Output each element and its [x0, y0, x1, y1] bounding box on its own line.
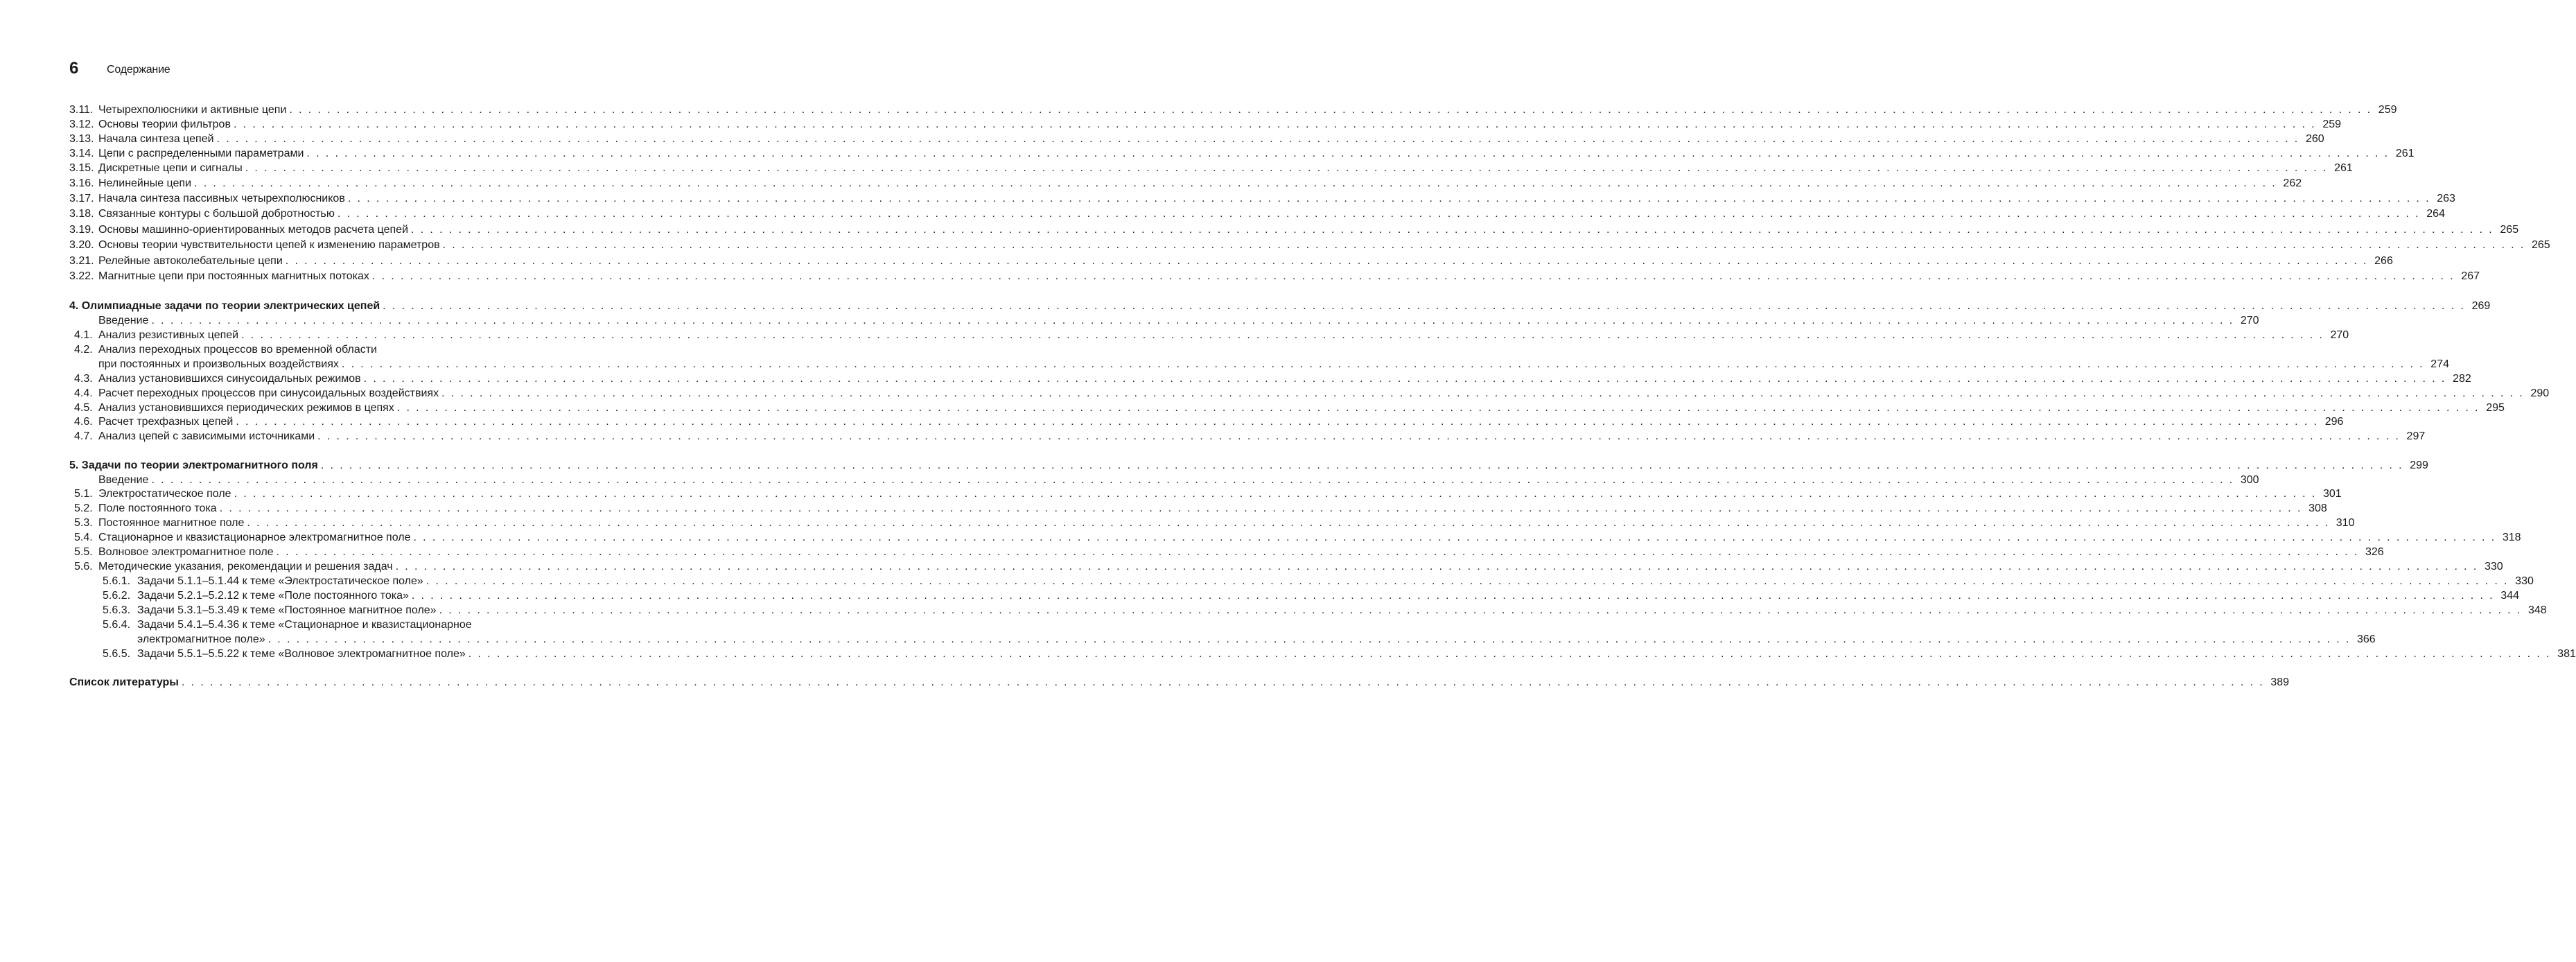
- toc-entry-number: 4.5.: [74, 402, 93, 414]
- toc-entry-title: Стационарное и квазистационарное электромагнитное поле: [98, 532, 411, 543]
- dot-leader: . . . . . . . . . . . . . . . . . . . . . . . . . . . . . . . . . . . . . . . . . . . . . . . . . . . . . . . . . . . . . . . . . . . . . . . . . . . . . . . . . . . . . . . . . . . . . . . . . . . . . . . . . . . . . . . . . . . . . . . . . . . . . . . . . . . . . . . . . . . . . . . . . . . . . . . . . . . . . . . . . . . . . . . . . . . . . . . . . . . . . . . . . . . . . . . . . . . . . . . . . . . . . . . . . . . . . . . . . . . .: [181, 676, 2265, 688]
- dot-leader: . . . . . . . . . . . . . . . . . . . . . . . . . . . . . . . . . . . . . . . . . . . . . . . . . . . . . . . . . . . . . . . . . . . . . . . . . . . . . . . . . . . . . . . . . . . . . . . . . . . . . . . . . . . . . . . . . . . . . . . . . . . . . . . . . . . . . . . . . . . . . . . . . . . . . . . . . . . . . . . . . . . . . . . . . . . . . . . . . . . . . . . . . . . . . . . . . . . . . . . . . . . . . . . . . . . . . . . . . . . .: [363, 373, 2446, 385]
- dot-leader: . . . . . . . . . . . . . . . . . . . . . . . . . . . . . . . . . . . . . . . . . . . . . . . . . . . . . . . . . . . . . . . . . . . . . . . . . . . . . . . . . . . . . . . . . . . . . . . . . . . . . . . . . . . . . . . . . . . . . . . . . . . . . . . . . . . . . . . . . . . . . . . . . . . . . . . . . . . . . . . . . . . . . . . . . . . . . . . . . . . . . . . . . . . . . . . . . . . . . . . . . . . . . . . . . . . . . . . . . . . .: [233, 119, 2317, 130]
- toc-entry-title: 4. Олимпиадные задачи по теории электрических цепей: [69, 300, 380, 312]
- toc-entry: [69, 238, 2550, 252]
- dot-leader: . . . . . . . . . . . . . . . . . . . . . . . . . . . . . . . . . . . . . . . . . . . . . . . . . . . . . . . . . . . . . . . . . . . . . . . . . . . . . . . . . . . . . . . . . . . . . . . . . . . . . . . . . . . . . . . . . . . . . . . . . . . . . . . . . . . . . . . . . . . . . . . . . . . . . . . . . . . . . . . . . . . . . . . . . . . . . . . . . . . . . . . . . . . . . . . . . . . . . . . . . . . . . . . . . . . . . . . . . . . .: [234, 488, 2317, 500]
- toc-entry-number: 3.19.: [69, 224, 94, 236]
- dot-leader: . . . . . . . . . . . . . . . . . . . . . . . . . . . . . . . . . . . . . . . . . . . . . . . . . . . . . . . . . . . . . . . . . . . . . . . . . . . . . . . . . . . . . . . . . . . . . . . . . . . . . . . . . . . . . . . . . . . . . . . . . . . . . . . . . . . . . . . . . . . . . . . . . . . . . . . . . . . . . . . . . . . . . . . . . . . . . . . . . . . . . . . . . . . . . . . . . . . . . . . . . . . . . . . . . . . . . . . . . . . .: [194, 177, 2277, 189]
- dot-leader: . . . . . . . . . . . . . . . . . . . . . . . . . . . . . . . . . . . . . . . . . . . . . . . . . . . . . . . . . . . . . . . . . . . . . . . . . . . . . . . . . . . . . . . . . . . . . . . . . . . . . . . . . . . . . . . . . . . . . . . . . . . . . . . . . . . . . . . . . . . . . . . . . . . . . . . . . . . . . . . . . . . . . . . . . . . . . . . . . . . . . . . . . . . . . . . . . . . . . . . . . . . . . . . . . . . . . . . . . . . .: [276, 546, 2359, 558]
- toc-entry-number: 3.18.: [69, 208, 94, 220]
- toc-entry-title: Нелинейные цепи: [98, 177, 192, 189]
- toc-entry-page: 270: [2330, 329, 2349, 341]
- toc-entry-title: Релейные автоколебательные цепи: [98, 255, 283, 267]
- dot-leader: . . . . . . . . . . . . . . . . . . . . . . . . . . . . . . . . . . . . . . . . . . . . . . . . . . . . . . . . . . . . . . . . . . . . . . . . . . . . . . . . . . . . . . . . . . . . . . . . . . . . . . . . . . . . . . . . . . . . . . . . . . . . . . . . . . . . . . . . . . . . . . . . . . . . . . . . . . . . . . . . . . . . . . . . . . . . . . . . . . . . . . . . . . . . . . . . . . . . . . . . . . . . . . . . . . . . . . . . . . . .: [396, 402, 2480, 414]
- dot-leader: . . . . . . . . . . . . . . . . . . . . . . . . . . . . . . . . . . . . . . . . . . . . . . . . . . . . . . . . . . . . . . . . . . . . . . . . . . . . . . . . . . . . . . . . . . . . . . . . . . . . . . . . . . . . . . . . . . . . . . . . . . . . . . . . . . . . . . . . . . . . . . . . . . . . . . . . . . . . . . . . . . . . . . . . . . . . . . . . . . . . . . . . . . . . . . . . . . . . . . . . . . . . . . . . . . . . . . . . . . . .: [413, 532, 2496, 543]
- toc-entry: [69, 176, 2302, 191]
- toc-entry-title: 5. Задачи по теории электромагнитного поля: [69, 460, 318, 471]
- toc-entry-page: 259: [2378, 104, 2397, 116]
- dot-leader: . . . . . . . . . . . . . . . . . . . . . . . . . . . . . . . . . . . . . . . . . . . . . . . . . . . . . . . . . . . . . . . . . . . . . . . . . . . . . . . . . . . . . . . . . . . . . . . . . . . . . . . . . . . . . . . . . . . . . . . . . . . . . . . . . . . . . . . . . . . . . . . . . . . . . . . . . . . . . . . . . . . . . . . . . . . . . . . . . . . . . . . . . . . . . . . . . . . . . . . . . . . . . . . . . . . . . . . . . . . .: [289, 104, 2372, 116]
- toc-entry: [69, 146, 2415, 161]
- toc-entry-title: Задачи 5.5.1–5.5.22 к теме «Волновое электромагнитное поле»: [137, 648, 466, 660]
- toc-entry-title: Анализ установившихся синусоидальных режимов: [98, 373, 361, 385]
- toc-entry: [69, 207, 2445, 221]
- toc-entry-number: 5.6.: [74, 561, 93, 572]
- toc-entry-number: 3.20.: [69, 239, 94, 251]
- toc-entry: [69, 191, 2455, 206]
- page-number: 6: [69, 59, 79, 78]
- toc-entry-title: Поле постоянного тока: [98, 502, 217, 514]
- toc-entry-page: 299: [2410, 460, 2428, 471]
- toc-entry: [69, 618, 604, 632]
- dot-leader: . . . . . . . . . . . . . . . . . . . . . . . . . . . . . . . . . . . . . . . . . . . . . . . . . . . . . . . . . . . . . . . . . . . . . . . . . . . . . . . . . . . . . . . . . . . . . . . . . . . . . . . . . . . . . . . . . . . . . . . . . . . . . . . . . . . . . . . . . . . . . . . . . . . . . . . . . . . . . . . . . . . . . . . . . . . . . . . . . . . . . . . . . . . . . . . . . . . . . . . . . . . . . . . . . . . . . . . . . . . .: [247, 517, 2330, 529]
- toc-entry: [69, 516, 2355, 530]
- toc-entry: [69, 530, 2521, 545]
- toc-entry-title: Задачи 5.3.1–5.3.49 к теме «Постоянное магнитное поле»: [137, 604, 437, 616]
- toc-entry-page: 262: [2283, 177, 2302, 189]
- toc-entry-title: Задачи 5.4.1–5.4.36 к теме «Стационарное и квазистационарное: [137, 619, 472, 631]
- toc-entry-number: 5.6.3.: [103, 604, 131, 616]
- toc-entry-page: 290: [2530, 387, 2550, 399]
- toc-entry: [69, 132, 2324, 146]
- toc-entry-number: 3.21.: [69, 255, 94, 267]
- toc-entry: [69, 269, 2480, 283]
- toc-entry-page: 300: [2240, 474, 2259, 486]
- toc-entry-title: Связанные контуры с большой добротностью: [98, 208, 335, 220]
- toc-entry: [69, 574, 2534, 588]
- toc-entry-number: 5.6.2.: [103, 590, 131, 602]
- toc-entry-number: 4.3.: [74, 373, 93, 385]
- toc-entry-title: Анализ переходных процессов во временной области: [98, 344, 377, 356]
- toc-entry-page: 366: [2357, 633, 2376, 645]
- toc-entry-page: 270: [2240, 315, 2259, 326]
- toc-entry-title: при постоянных и произвольных воздействиях: [98, 358, 339, 370]
- dot-leader: . . . . . . . . . . . . . . . . . . . . . . . . . . . . . . . . . . . . . . . . . . . . . . . . . . . . . . . . . . . . . . . . . . . . . . . . . . . . . . . . . . . . . . . . . . . . . . . . . . . . . . . . . . . . . . . . . . . . . . . . . . . . . . . . . . . . . . . . . . . . . . . . . . . . . . . . . . . . . . . . . . . . . . . . . . . . . . . . . . . . . . . . . . . . . . . . . . . . . . . . . . . . . . . . . . . . . . . . . . . .: [395, 561, 2478, 572]
- toc-entry: [69, 313, 2259, 328]
- dot-leader: . . . . . . . . . . . . . . . . . . . . . . . . . . . . . . . . . . . . . . . . . . . . . . . . . . . . . . . . . . . . . . . . . . . . . . . . . . . . . . . . . . . . . . . . . . . . . . . . . . . . . . . . . . . . . . . . . . . . . . . . . . . . . . . . . . . . . . . . . . . . . . . . . . . . . . . . . . . . . . . . . . . . . . . . . . . . . . . . . . . . . . . . . . . . . . . . . . . . . . . . . . . . . . . . . . . . . . . . . . . .: [245, 162, 2328, 174]
- dot-leader: . . . . . . . . . . . . . . . . . . . . . . . . . . . . . . . . . . . . . . . . . . . . . . . . . . . . . . . . . . . . . . . . . . . . . . . . . . . . . . . . . . . . . . . . . . . . . . . . . . . . . . . . . . . . . . . . . . . . . . . . . . . . . . . . . . . . . . . . . . . . . . . . . . . . . . . . . . . . . . . . . . . . . . . . . . . . . . . . . . . . . . . . . . . . . . . . . . . . . . . . . . . . . . . . . . . . . . . . . . . .: [371, 270, 2455, 282]
- toc-entry-page: 301: [2322, 488, 2342, 500]
- toc-entry-number: 5.1.: [74, 488, 93, 500]
- toc-entry-title: Методические указания, рекомендации и решения задач: [98, 561, 393, 572]
- toc-entry: [69, 386, 2550, 401]
- toc-entry: [69, 559, 2503, 574]
- toc-entry-page: 263: [2437, 193, 2455, 204]
- toc-entry-page: 344: [2500, 590, 2519, 602]
- dot-leader: . . . . . . . . . . . . . . . . . . . . . . . . . . . . . . . . . . . . . . . . . . . . . . . . . . . . . . . . . . . . . . . . . . . . . . . . . . . . . . . . . . . . . . . . . . . . . . . . . . . . . . . . . . . . . . . . . . . . . . . . . . . . . . . . . . . . . . . . . . . . . . . . . . . . . . . . . . . . . . . . . . . . . . . . . . . . . . . . . . . . . . . . . . . . . . . . . . . . . . . . . . . . . . . . . . . . . . . . . . . .: [151, 474, 2234, 486]
- toc-entry: [69, 675, 2290, 690]
- toc-entry: [69, 487, 2342, 501]
- toc-entry-page: 326: [2365, 546, 2384, 558]
- toc-entry-title: электромагнитное поле»: [137, 633, 265, 645]
- toc-entry-page: 296: [2324, 416, 2344, 428]
- toc-entry-page: 260: [2305, 133, 2324, 145]
- toc-entry-number: 3.17.: [69, 193, 94, 204]
- toc-entry-number: 3.22.: [69, 270, 94, 282]
- toc-entry-page: 310: [2336, 517, 2355, 529]
- dot-leader: . . . . . . . . . . . . . . . . . . . . . . . . . . . . . . . . . . . . . . . . . . . . . . . . . . . . . . . . . . . . . . . . . . . . . . . . . . . . . . . . . . . . . . . . . . . . . . . . . . . . . . . . . . . . . . . . . . . . . . . . . . . . . . . . . . . . . . . . . . . . . . . . . . . . . . . . . . . . . . . . . . . . . . . . . . . . . . . . . . . . . . . . . . . . . . . . . . . . . . . . . . . . . . . . . . . . . . . . . . . .: [216, 133, 2299, 145]
- toc-entry-page: 266: [2374, 255, 2393, 267]
- dot-leader: . . . . . . . . . . . . . . . . . . . . . . . . . . . . . . . . . . . . . . . . . . . . . . . . . . . . . . . . . . . . . . . . . . . . . . . . . . . . . . . . . . . . . . . . . . . . . . . . . . . . . . . . . . . . . . . . . . . . . . . . . . . . . . . . . . . . . . . . . . . . . . . . . . . . . . . . . . . . . . . . . . . . . . . . . . . . . . . . . . . . . . . . . . . . . . . . . . . . . . . . . . . . . . . . . . . . . . . . . . . .: [337, 208, 2420, 220]
- toc-entry-title: Электростатическое поле: [98, 488, 231, 500]
- toc-entry: [69, 458, 2428, 473]
- dot-leader: . . . . . . . . . . . . . . . . . . . . . . . . . . . . . . . . . . . . . . . . . . . . . . . . . . . . . . . . . . . . . . . . . . . . . . . . . . . . . . . . . . . . . . . . . . . . . . . . . . . . . . . . . . . . . . . . . . . . . . . . . . . . . . . . . . . . . . . . . . . . . . . . . . . . . . . . . . . . . . . . . . . . . . . . . . . . . . . . . . . . . . . . . . . . . . . . . . . . . . . . . . . . . . . . . . . . . . . . . . . .: [236, 416, 2319, 428]
- dot-leader: . . . . . . . . . . . . . . . . . . . . . . . . . . . . . . . . . . . . . . . . . . . . . . . . . . . . . . . . . . . . . . . . . . . . . . . . . . . . . . . . . . . . . . . . . . . . . . . . . . . . . . . . . . . . . . . . . . . . . . . . . . . . . . . . . . . . . . . . . . . . . . . . . . . . . . . . . . . . . . . . . . . . . . . . . . . . . . . . . . . . . . . . . . . . . . . . . . . . . . . . . . . . . . . . . . . . . . . . . . . .: [317, 430, 2401, 442]
- toc-entry-page: 297: [2406, 430, 2426, 442]
- toc-entry-title: Основы машинно-ориентированных методов расчета цепей: [98, 224, 408, 236]
- dot-leader: . . . . . . . . . . . . . . . . . . . . . . . . . . . . . . . . . . . . . . . . . . . . . . . . . . . . . . . . . . . . . . . . . . . . . . . . . . . . . . . . . . . . . . . . . . . . . . . . . . . . . . . . . . . . . . . . . . . . . . . . . . . . . . . . . . . . . . . . . . . . . . . . . . . . . . . . . . . . . . . . . . . . . . . . . . . . . . . . . . . . . . . . . . . . . . . . . . . . . . . . . . . . . . . . . . . . . . . . . . . .: [411, 590, 2494, 602]
- toc-entry: [69, 647, 2576, 661]
- toc-entry-page: 261: [2395, 148, 2415, 159]
- toc-entry-title: Дискретные цепи и сигналы: [98, 162, 243, 174]
- toc-entry-title: Четырехполюсники и активные цепи: [98, 104, 287, 116]
- toc-entry-number: 5.6.1.: [103, 575, 131, 587]
- toc-entry-page: 295: [2486, 402, 2505, 414]
- toc-entry: [69, 371, 2471, 386]
- toc-entry-title: Задачи 5.1.1–5.1.44 к теме «Электростатическое поле»: [137, 575, 423, 587]
- toc-entry: [69, 401, 2505, 415]
- dot-leader: . . . . . . . . . . . . . . . . . . . . . . . . . . . . . . . . . . . . . . . . . . . . . . . . . . . . . . . . . . . . . . . . . . . . . . . . . . . . . . . . . . . . . . . . . . . . . . . . . . . . . . . . . . . . . . . . . . . . . . . . . . . . . . . . . . . . . . . . . . . . . . . . . . . . . . . . . . . . . . . . . . . . . . . . . . . . . . . . . . . . . . . . . . . . . . . . . . . . . . . . . . . . . . . . . . . . . . . . . . . .: [383, 300, 2466, 312]
- toc-entry-number: 5.6.5.: [103, 648, 131, 660]
- toc-entry: [69, 545, 2384, 559]
- toc-entry-title: Начала синтеза пассивных четырехполюсников: [98, 193, 345, 204]
- toc-entry-title: Волновое электромагнитное поле: [98, 546, 274, 558]
- toc-entry-page: 274: [2430, 358, 2449, 370]
- toc-entry: [69, 588, 2519, 603]
- toc-entry-page: 330: [2515, 575, 2534, 587]
- running-title: Содержание: [107, 64, 170, 76]
- toc-entry-number: 4.1.: [74, 329, 93, 341]
- dot-leader: . . . . . . . . . . . . . . . . . . . . . . . . . . . . . . . . . . . . . . . . . . . . . . . . . . . . . . . . . . . . . . . . . . . . . . . . . . . . . . . . . . . . . . . . . . . . . . . . . . . . . . . . . . . . . . . . . . . . . . . . . . . . . . . . . . . . . . . . . . . . . . . . . . . . . . . . . . . . . . . . . . . . . . . . . . . . . . . . . . . . . . . . . . . . . . . . . . . . . . . . . . . . . . . . . . . . . . . . . . . .: [426, 575, 2509, 587]
- toc-entry-page: 381: [2557, 648, 2576, 660]
- dot-leader: . . . . . . . . . . . . . . . . . . . . . . . . . . . . . . . . . . . . . . . . . . . . . . . . . . . . . . . . . . . . . . . . . . . . . . . . . . . . . . . . . . . . . . . . . . . . . . . . . . . . . . . . . . . . . . . . . . . . . . . . . . . . . . . . . . . . . . . . . . . . . . . . . . . . . . . . . . . . . . . . . . . . . . . . . . . . . . . . . . . . . . . . . . . . . . . . . . . . . . . . . . . . . . . . . . . . . . . . . . . .: [439, 604, 2522, 616]
- dot-leader: . . . . . . . . . . . . . . . . . . . . . . . . . . . . . . . . . . . . . . . . . . . . . . . . . . . . . . . . . . . . . . . . . . . . . . . . . . . . . . . . . . . . . . . . . . . . . . . . . . . . . . . . . . . . . . . . . . . . . . . . . . . . . . . . . . . . . . . . . . . . . . . . . . . . . . . . . . . . . . . . . . . . . . . . . . . . . . . . . . . . . . . . . . . . . . . . . . . . . . . . . . . . . . . . . . . . . . . . . . . .: [468, 648, 2551, 660]
- toc-entry: [69, 414, 2344, 429]
- toc-entry-page: 269: [2471, 300, 2491, 312]
- toc-entry: [69, 632, 2376, 647]
- dot-leader: . . . . . . . . . . . . . . . . . . . . . . . . . . . . . . . . . . . . . . . . . . . . . . . . . . . . . . . . . . . . . . . . . . . . . . . . . . . . . . . . . . . . . . . . . . . . . . . . . . . . . . . . . . . . . . . . . . . . . . . . . . . . . . . . . . . . . . . . . . . . . . . . . . . . . . . . . . . . . . . . . . . . . . . . . . . . . . . . . . . . . . . . . . . . . . . . . . . . . . . . . . . . . . . . . . . . . . . . . . . .: [341, 358, 2424, 370]
- toc-entry-page: 308: [2308, 502, 2327, 514]
- toc-entry-number: 3.15.: [69, 162, 94, 174]
- toc-entry-number: 5.4.: [74, 532, 93, 543]
- toc-entry-page: 259: [2322, 119, 2342, 130]
- toc-entry-title: Цепи с распределенными параметрами: [98, 148, 304, 159]
- toc-entry: [69, 603, 2547, 618]
- dot-leader: . . . . . . . . . . . . . . . . . . . . . . . . . . . . . . . . . . . . . . . . . . . . . . . . . . . . . . . . . . . . . . . . . . . . . . . . . . . . . . . . . . . . . . . . . . . . . . . . . . . . . . . . . . . . . . . . . . . . . . . . . . . . . . . . . . . . . . . . . . . . . . . . . . . . . . . . . . . . . . . . . . . . . . . . . . . . . . . . . . . . . . . . . . . . . . . . . . . . . . . . . . . . . . . . . . . . . . . . . . . .: [411, 224, 2494, 236]
- dot-leader: . . . . . . . . . . . . . . . . . . . . . . . . . . . . . . . . . . . . . . . . . . . . . . . . . . . . . . . . . . . . . . . . . . . . . . . . . . . . . . . . . . . . . . . . . . . . . . . . . . . . . . . . . . . . . . . . . . . . . . . . . . . . . . . . . . . . . . . . . . . . . . . . . . . . . . . . . . . . . . . . . . . . . . . . . . . . . . . . . . . . . . . . . . . . . . . . . . . . . . . . . . . . . . . . . . . . . . . . . . . .: [219, 502, 2302, 514]
- toc-entry-title: Введение: [98, 315, 149, 326]
- toc-entry-number: 5.5.: [74, 546, 93, 558]
- toc-entry-page: 282: [2453, 373, 2471, 385]
- dot-leader: . . . . . . . . . . . . . . . . . . . . . . . . . . . . . . . . . . . . . . . . . . . . . . . . . . . . . . . . . . . . . . . . . . . . . . . . . . . . . . . . . . . . . . . . . . . . . . . . . . . . . . . . . . . . . . . . . . . . . . . . . . . . . . . . . . . . . . . . . . . . . . . . . . . . . . . . . . . . . . . . . . . . . . . . . . . . . . . . . . . . . . . . . . . . . . . . . . . . . . . . . . . . . . . . . . . . . . . . . . . .: [268, 633, 2351, 645]
- toc-entry-number: 3.13.: [69, 133, 94, 145]
- toc-entry-title: Задачи 5.2.1–5.2.12 к теме «Поле постоянного тока»: [137, 590, 409, 602]
- toc-entry: [69, 161, 2353, 175]
- toc-entry-number: 5.3.: [74, 517, 93, 529]
- dot-leader: . . . . . . . . . . . . . . . . . . . . . . . . . . . . . . . . . . . . . . . . . . . . . . . . . . . . . . . . . . . . . . . . . . . . . . . . . . . . . . . . . . . . . . . . . . . . . . . . . . . . . . . . . . . . . . . . . . . . . . . . . . . . . . . . . . . . . . . . . . . . . . . . . . . . . . . . . . . . . . . . . . . . . . . . . . . . . . . . . . . . . . . . . . . . . . . . . . . . . . . . . . . . . . . . . . . . . . . . . . . .: [241, 329, 2324, 341]
- dot-leader: . . . . . . . . . . . . . . . . . . . . . . . . . . . . . . . . . . . . . . . . . . . . . . . . . . . . . . . . . . . . . . . . . . . . . . . . . . . . . . . . . . . . . . . . . . . . . . . . . . . . . . . . . . . . . . . . . . . . . . . . . . . . . . . . . . . . . . . . . . . . . . . . . . . . . . . . . . . . . . . . . . . . . . . . . . . . . . . . . . . . . . . . . . . . . . . . . . . . . . . . . . . . . . . . . . . . . . . . . . . .: [347, 193, 2430, 204]
- toc-entry-number: 5.6.4.: [103, 619, 131, 631]
- toc-entry-number: 4.4.: [74, 387, 93, 399]
- toc-entry: [69, 342, 604, 357]
- toc-entry-title: Расчет переходных процессов при синусоидальных воздействиях: [98, 387, 439, 399]
- toc-entry: [69, 103, 2397, 117]
- dot-leader: . . . . . . . . . . . . . . . . . . . . . . . . . . . . . . . . . . . . . . . . . . . . . . . . . . . . . . . . . . . . . . . . . . . . . . . . . . . . . . . . . . . . . . . . . . . . . . . . . . . . . . . . . . . . . . . . . . . . . . . . . . . . . . . . . . . . . . . . . . . . . . . . . . . . . . . . . . . . . . . . . . . . . . . . . . . . . . . . . . . . . . . . . . . . . . . . . . . . . . . . . . . . . . . . . . . . . . . . . . . .: [285, 255, 2368, 267]
- toc-entry: [69, 357, 2449, 371]
- toc-entry-page: 318: [2502, 532, 2521, 543]
- toc-entry-title: Введение: [98, 474, 149, 486]
- toc-entry-number: 3.12.: [69, 119, 94, 130]
- toc-entry-page: 261: [2334, 162, 2353, 174]
- toc-entry-page: 264: [2426, 208, 2445, 220]
- dot-leader: . . . . . . . . . . . . . . . . . . . . . . . . . . . . . . . . . . . . . . . . . . . . . . . . . . . . . . . . . . . . . . . . . . . . . . . . . . . . . . . . . . . . . . . . . . . . . . . . . . . . . . . . . . . . . . . . . . . . . . . . . . . . . . . . . . . . . . . . . . . . . . . . . . . . . . . . . . . . . . . . . . . . . . . . . . . . . . . . . . . . . . . . . . . . . . . . . . . . . . . . . . . . . . . . . . . . . . . . . . . .: [442, 239, 2525, 251]
- toc-entry: [69, 501, 2327, 516]
- toc-entry-number: 4.2.: [74, 344, 93, 356]
- toc-entry-title: Анализ резистивных цепей: [98, 329, 239, 341]
- toc-entry-page: 330: [2484, 561, 2503, 572]
- toc-entry-title: Анализ цепей с зависимыми источниками: [98, 430, 315, 442]
- toc-entry-number: 4.7.: [74, 430, 93, 442]
- toc-entry-number: 4.6.: [74, 416, 93, 428]
- toc-entry-page: 265: [2531, 239, 2550, 251]
- toc-entry-title: Магнитные цепи при постоянных магнитных потоках: [98, 270, 369, 282]
- dot-leader: . . . . . . . . . . . . . . . . . . . . . . . . . . . . . . . . . . . . . . . . . . . . . . . . . . . . . . . . . . . . . . . . . . . . . . . . . . . . . . . . . . . . . . . . . . . . . . . . . . . . . . . . . . . . . . . . . . . . . . . . . . . . . . . . . . . . . . . . . . . . . . . . . . . . . . . . . . . . . . . . . . . . . . . . . . . . . . . . . . . . . . . . . . . . . . . . . . . . . . . . . . . . . . . . . . . . . . . . . . . .: [320, 460, 2403, 471]
- toc-entry: [69, 222, 2519, 237]
- toc-entry-page: 348: [2527, 604, 2547, 616]
- toc-entry-page: 265: [2500, 224, 2519, 236]
- toc-entry-number: 3.16.: [69, 177, 94, 189]
- toc-entry: [69, 117, 2342, 132]
- toc-entry: [69, 254, 2393, 268]
- toc-entry-title: Начала синтеза цепей: [98, 133, 214, 145]
- dot-leader: . . . . . . . . . . . . . . . . . . . . . . . . . . . . . . . . . . . . . . . . . . . . . . . . . . . . . . . . . . . . . . . . . . . . . . . . . . . . . . . . . . . . . . . . . . . . . . . . . . . . . . . . . . . . . . . . . . . . . . . . . . . . . . . . . . . . . . . . . . . . . . . . . . . . . . . . . . . . . . . . . . . . . . . . . . . . . . . . . . . . . . . . . . . . . . . . . . . . . . . . . . . . . . . . . . . . . . . . . . . .: [441, 387, 2525, 399]
- toc-entry-number: 5.2.: [74, 502, 93, 514]
- toc-entry: [69, 299, 2491, 313]
- toc-entry-number: 3.14.: [69, 148, 94, 159]
- toc-entry-number: 3.11.: [69, 104, 94, 116]
- toc-entry: [69, 473, 2259, 487]
- toc-entry-title: Постоянное магнитное поле: [98, 517, 245, 529]
- toc-entry-title: Список литературы: [69, 676, 179, 688]
- toc-entry-title: Основы теории фильтров: [98, 119, 231, 130]
- toc-entry-page: 389: [2270, 676, 2290, 688]
- dot-leader: . . . . . . . . . . . . . . . . . . . . . . . . . . . . . . . . . . . . . . . . . . . . . . . . . . . . . . . . . . . . . . . . . . . . . . . . . . . . . . . . . . . . . . . . . . . . . . . . . . . . . . . . . . . . . . . . . . . . . . . . . . . . . . . . . . . . . . . . . . . . . . . . . . . . . . . . . . . . . . . . . . . . . . . . . . . . . . . . . . . . . . . . . . . . . . . . . . . . . . . . . . . . . . . . . . . . . . . . . . . .: [151, 315, 2234, 326]
- dot-leader: . . . . . . . . . . . . . . . . . . . . . . . . . . . . . . . . . . . . . . . . . . . . . . . . . . . . . . . . . . . . . . . . . . . . . . . . . . . . . . . . . . . . . . . . . . . . . . . . . . . . . . . . . . . . . . . . . . . . . . . . . . . . . . . . . . . . . . . . . . . . . . . . . . . . . . . . . . . . . . . . . . . . . . . . . . . . . . . . . . . . . . . . . . . . . . . . . . . . . . . . . . . . . . . . . . . . . . . . . . . .: [306, 148, 2390, 159]
- toc-entry: [69, 429, 2426, 444]
- toc-entry-title: Расчет трехфазных цепей: [98, 416, 234, 428]
- toc-entry-title: Основы теории чувствительности цепей к изменению параметров: [98, 239, 440, 251]
- toc-entry-page: 267: [2461, 270, 2480, 282]
- toc-entry-title: Анализ установившихся периодических режимов в цепях: [98, 402, 394, 414]
- toc-entry: [69, 328, 2349, 342]
